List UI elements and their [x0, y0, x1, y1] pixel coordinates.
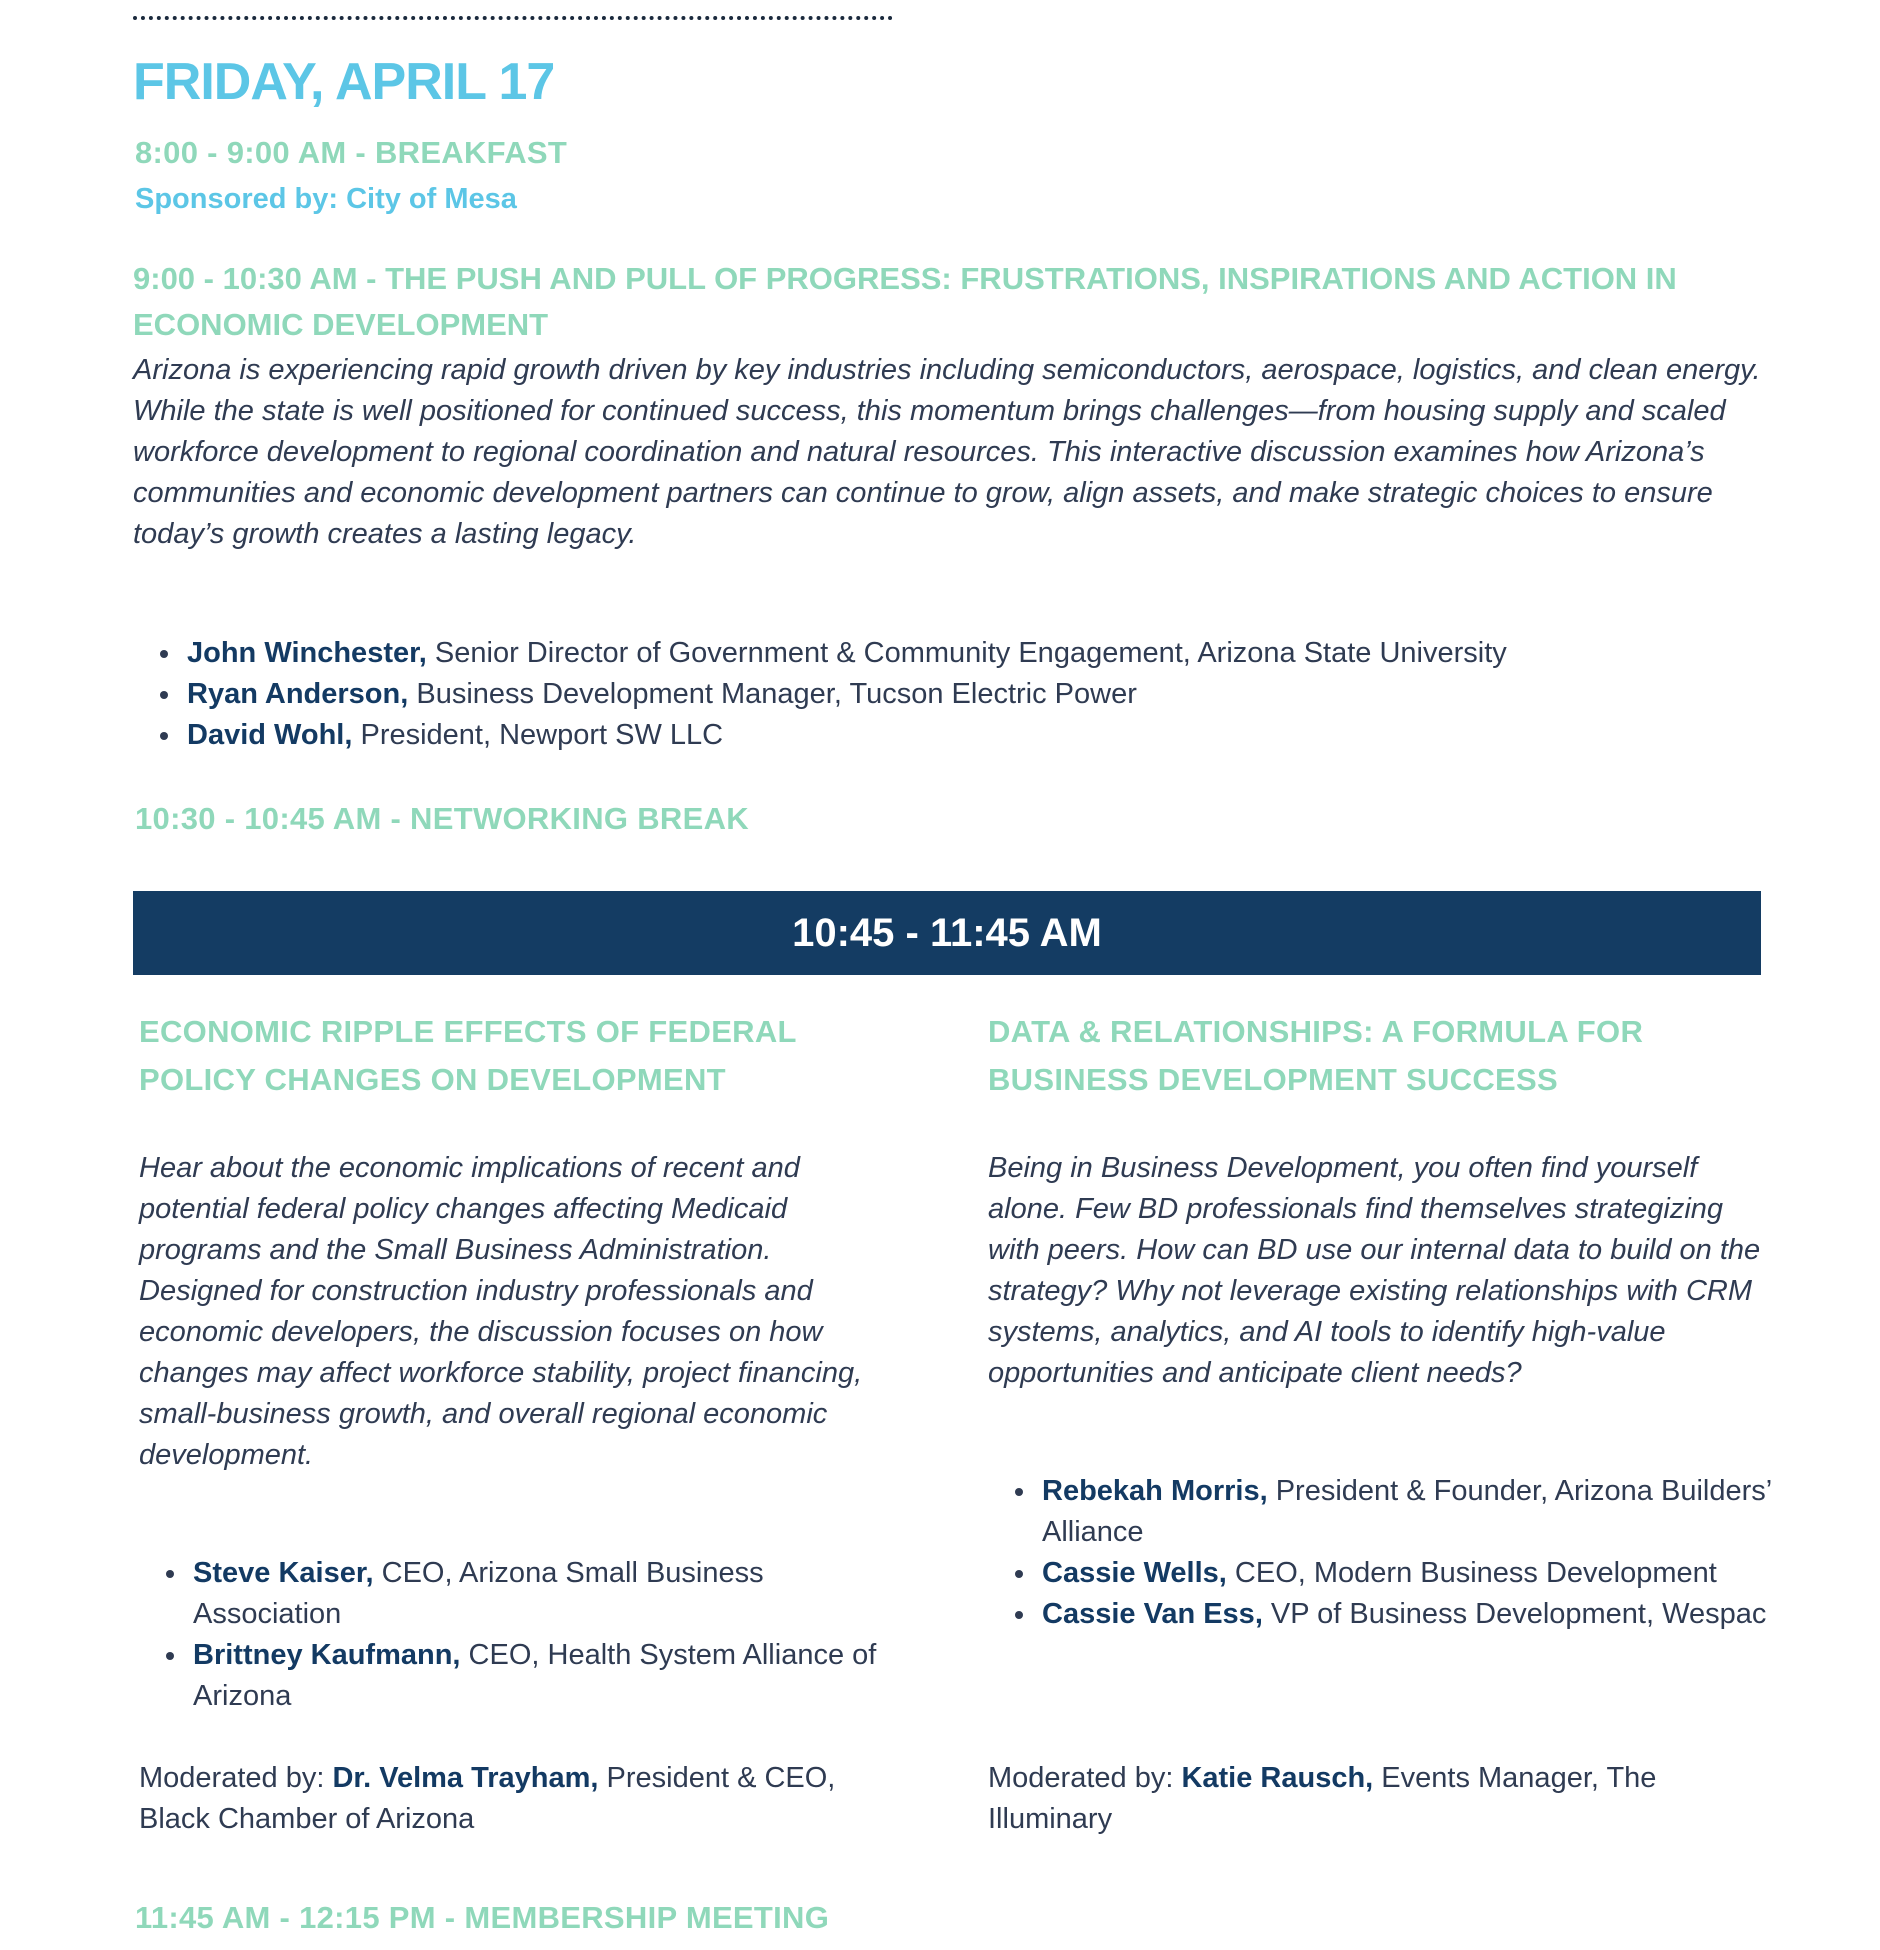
speaker-role: CEO, Modern Business Development: [1226, 1557, 1717, 1589]
speaker-name: Ryan Anderson,: [187, 678, 409, 710]
session-1-title: 9:00 - 10:30 AM - THE PUSH AND PULL OF PROGRESS: FRUSTRATIONS, INSPIRATIONS AND ACTION IN ECONOMIC DEVELOPMENT: [133, 261, 1677, 342]
right-session-column: [988, 1008, 1772, 1835]
speaker-name: John Winchester,: [187, 637, 427, 669]
speaker-item: [183, 633, 1843, 674]
dotted-divider: [133, 16, 893, 20]
left-session-title: ECONOMIC RIPPLE EFFECTS OF FEDERAL POLICY CHANGES ON DEVELOPMENT: [139, 1014, 797, 1097]
breakfast-session-title: 8:00 - 9:00 AM - BREAKFAST: [135, 135, 568, 170]
left-speaker-list: [139, 1553, 909, 1717]
session-1-speaker-list: [133, 633, 1843, 756]
speaker-item: [1038, 1594, 1778, 1635]
moderated-label: Moderated by:: [139, 1762, 333, 1794]
right-session-title: DATA & RELATIONSHIPS: A FORMULA FOR BUSINESS DEVELOPMENT SUCCESS: [988, 1014, 1644, 1097]
right-moderator: [988, 1758, 1768, 1840]
speaker-name: Brittney Kaufmann,: [193, 1639, 461, 1671]
left-session-description: Hear about the economic implications of recent and potential federal policy changes affecting Medicaid programs and the Small Business Administration. Designed for construction industry professionals and economic developers, the discussion focuses on how changes may affect workforce stability, project financing, small-business growth, and overall regional economic development.: [139, 1152, 863, 1471]
speaker-role: President & Founder, Arizona Builders’ Alliance: [1042, 1475, 1772, 1548]
speaker-name: Cassie Van Ess,: [1042, 1598, 1263, 1630]
breakfast-sponsor: Sponsored by: City of Mesa: [135, 183, 517, 215]
speaker-role: CEO, Arizona Small Business Association: [193, 1557, 764, 1630]
session-1-description: Arizona is experiencing rapid growth driven by key industries including semiconductors, aerospace, logistics, and clean energy. While the state is well positioned for continued success, this momentum brings challenges—from housing supply and scaled workforce development to regional coordination and natural resources. This interactive discussion examines how Arizona’s communities and economic development partners can continue to grow, align assets, and make strategic choices to ensure today’s growth creates a lasting legacy.: [133, 354, 1761, 550]
time-slot-banner: 10:45 - 11:45 AM: [133, 891, 1761, 975]
speaker-item: [183, 674, 1843, 715]
day-heading: FRIDAY, APRIL 17: [133, 53, 555, 111]
moderator-name: Katie Rausch,: [1181, 1762, 1374, 1794]
speaker-item: [1038, 1553, 1778, 1594]
speaker-role: Senior Director of Government & Community Engagement, Arizona State University: [426, 637, 1507, 669]
speaker-item: [189, 1635, 909, 1717]
speaker-role: Business Development Manager, Tucson Electric Power: [408, 678, 1137, 710]
moderated-label: Moderated by:: [988, 1762, 1182, 1794]
left-session-column: [139, 1008, 909, 1835]
speaker-role: CEO, Health System Alliance of Arizona: [193, 1639, 877, 1712]
moderator-name: Dr. Velma Trayham,: [332, 1762, 599, 1794]
speaker-item: [183, 715, 1843, 756]
networking-break-title: 10:30 - 10:45 AM - NETWORKING BREAK: [135, 801, 749, 836]
left-moderator: [139, 1758, 909, 1840]
speaker-name: Steve Kaiser,: [193, 1557, 374, 1589]
speaker-name: Cassie Wells,: [1042, 1557, 1227, 1589]
speaker-item: [189, 1553, 909, 1635]
speaker-role: President, Newport SW LLC: [352, 719, 724, 751]
speaker-name: Rebekah Morris,: [1042, 1475, 1268, 1507]
right-speaker-list: [988, 1471, 1778, 1635]
speaker-role: VP of Business Development, Wespac: [1262, 1598, 1767, 1630]
moderator-role: Events Manager, The Illuminary: [988, 1762, 1657, 1835]
speaker-name: David Wohl,: [187, 719, 353, 751]
moderator-role: President & CEO, Black Chamber of Arizona: [139, 1762, 836, 1835]
right-session-description: Being in Business Development, you often find yourself alone. Few BD professionals find themselves strategizing with peers. How can BD use our internal data to build on the strategy? Why not leverage existing relationships with CRM systems, analytics, and AI tools to identify high-value opportunities and anticipate client needs?: [988, 1152, 1761, 1389]
speaker-item: [1038, 1471, 1778, 1553]
membership-meeting-title: 11:45 AM - 12:15 PM - MEMBERSHIP MEETING: [135, 1900, 830, 1935]
